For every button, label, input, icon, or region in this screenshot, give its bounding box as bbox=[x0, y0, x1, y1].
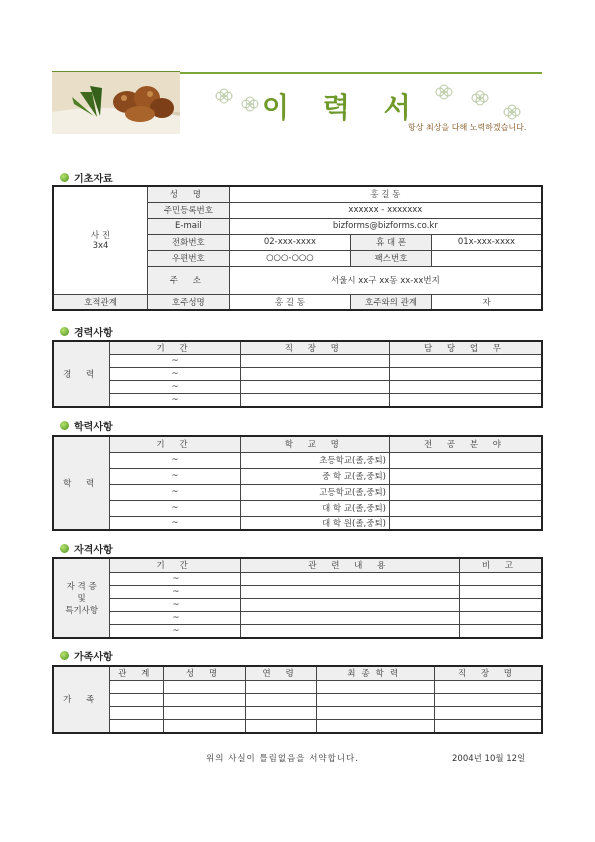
certs-note bbox=[459, 572, 542, 585]
certs-table bbox=[52, 557, 543, 639]
family-header-name: 성 명 bbox=[164, 666, 246, 680]
family-table bbox=[52, 665, 543, 734]
family-cell bbox=[164, 693, 246, 706]
career-row-label: 경 력 bbox=[53, 341, 110, 407]
email-label: E-mail bbox=[147, 218, 229, 234]
education-school: 중 학 교(졸,중퇴) bbox=[240, 468, 389, 484]
certs-note bbox=[459, 598, 542, 611]
education-school: 초등학교(졸,중퇴) bbox=[240, 452, 389, 468]
career-period: ~ bbox=[110, 394, 240, 408]
section-title-family: 가족사항 bbox=[60, 648, 113, 663]
basic-info-table bbox=[52, 185, 543, 311]
fax-value bbox=[431, 250, 542, 266]
family-cell bbox=[110, 693, 164, 706]
relation-label: 호적관계 bbox=[53, 294, 147, 310]
section-title-career: 경력사항 bbox=[60, 324, 113, 339]
page-title: 이 력 서 bbox=[262, 91, 423, 124]
certs-row-label: 자 격 증 및 특기사항 bbox=[53, 558, 110, 638]
section-title-certs: 자격사항 bbox=[60, 541, 113, 556]
career-company bbox=[240, 355, 389, 368]
career-header-duty: 담 당 업 무 bbox=[389, 341, 542, 355]
header-rule bbox=[180, 72, 542, 74]
education-school: 고등학교(졸,중퇴) bbox=[240, 484, 389, 500]
bullet-icon bbox=[60, 173, 69, 182]
certs-period: ~ bbox=[110, 611, 241, 624]
education-major bbox=[390, 500, 543, 516]
education-period: ~ bbox=[110, 468, 240, 484]
education-school: 대 학 원(졸,중퇴) bbox=[240, 516, 389, 530]
career-duty bbox=[389, 381, 542, 394]
education-header-school: 학 교 명 bbox=[240, 436, 389, 452]
family-cell bbox=[245, 719, 317, 733]
address-value: 서울시 xx구 xx동 xx-xx번지 bbox=[229, 266, 542, 294]
mobile-label: 휴 대 폰 bbox=[351, 234, 432, 250]
family-cell bbox=[164, 719, 246, 733]
head-relation-label: 호주와의 관계 bbox=[351, 294, 432, 310]
certs-content bbox=[240, 624, 459, 638]
education-major bbox=[390, 516, 543, 530]
family-cell bbox=[110, 719, 164, 733]
certs-header-period: 기 간 bbox=[110, 558, 241, 572]
family-header-relation: 관 계 bbox=[110, 666, 164, 680]
education-major bbox=[390, 484, 543, 500]
certs-content bbox=[240, 611, 459, 624]
bullet-icon bbox=[60, 651, 69, 660]
career-table bbox=[52, 340, 543, 408]
mobile-value: 01x-xxx-xxxx bbox=[431, 234, 542, 250]
family-header-workplace: 직 장 명 bbox=[434, 666, 542, 680]
flower-ornament-icon bbox=[212, 88, 236, 104]
certs-content bbox=[240, 598, 459, 611]
head-name-label: 호주성명 bbox=[147, 294, 229, 310]
certs-period: ~ bbox=[110, 598, 241, 611]
career-company bbox=[240, 368, 389, 381]
career-company bbox=[240, 394, 389, 408]
education-period: ~ bbox=[110, 516, 240, 530]
career-company bbox=[240, 381, 389, 394]
career-duty bbox=[389, 355, 542, 368]
education-major bbox=[390, 452, 543, 468]
certs-period: ~ bbox=[110, 572, 241, 585]
certs-period: ~ bbox=[110, 624, 241, 638]
footer-statement: 위의 사실이 틀림없음을 서약합니다. bbox=[206, 754, 359, 764]
family-cell bbox=[434, 706, 542, 719]
certs-period: ~ bbox=[110, 585, 241, 598]
email-value: bizforms@bizforms.co.kr bbox=[229, 218, 542, 234]
family-cell bbox=[434, 680, 542, 693]
family-cell bbox=[434, 719, 542, 733]
career-header-period: 기 간 bbox=[110, 341, 240, 355]
education-major bbox=[390, 468, 543, 484]
zip-label: 우편번호 bbox=[147, 250, 229, 266]
career-header-company: 직 장 명 bbox=[240, 341, 389, 355]
bullet-icon bbox=[60, 544, 69, 553]
career-period: ~ bbox=[110, 368, 240, 381]
header-food-photo bbox=[52, 72, 180, 134]
family-header-education: 최종학력 bbox=[317, 666, 434, 680]
family-cell bbox=[164, 680, 246, 693]
phone-value: 02-xxx-xxxx bbox=[229, 234, 350, 250]
flower-ornament-icon bbox=[468, 90, 492, 106]
education-school: 대 학 교(졸,중퇴) bbox=[240, 500, 389, 516]
section-title-education: 학력사항 bbox=[60, 418, 113, 433]
family-cell bbox=[245, 680, 317, 693]
career-duty bbox=[389, 368, 542, 381]
education-row-label: 학 력 bbox=[53, 436, 110, 530]
bullet-icon bbox=[60, 421, 69, 430]
flower-ornament-icon bbox=[500, 104, 524, 120]
career-period: ~ bbox=[110, 355, 240, 368]
head-name-value: 홍 길 동 bbox=[229, 294, 350, 310]
head-relation-value: 자 bbox=[431, 294, 542, 310]
certs-note bbox=[459, 611, 542, 624]
footer-date: 2004년 10월 12일 bbox=[452, 754, 526, 764]
family-cell bbox=[317, 693, 434, 706]
career-duty bbox=[389, 394, 542, 408]
certs-note bbox=[459, 585, 542, 598]
certs-note bbox=[459, 624, 542, 638]
flower-ornament-icon bbox=[238, 96, 262, 112]
fax-label: 팩스번호 bbox=[351, 250, 432, 266]
photo-cell: 사 진 3x4 bbox=[53, 186, 147, 294]
family-cell bbox=[164, 706, 246, 719]
family-cell bbox=[110, 706, 164, 719]
certs-content bbox=[240, 572, 459, 585]
education-period: ~ bbox=[110, 484, 240, 500]
id-value: xxxxxx - xxxxxxx bbox=[229, 202, 542, 218]
section-title-basic: 기초자료 bbox=[60, 170, 113, 185]
id-label: 주민등록번호 bbox=[147, 202, 229, 218]
education-period: ~ bbox=[110, 500, 240, 516]
flower-ornament-icon bbox=[432, 84, 456, 100]
career-period: ~ bbox=[110, 381, 240, 394]
family-cell bbox=[245, 706, 317, 719]
bullet-icon bbox=[60, 327, 69, 336]
certs-header-content: 관 련 내 용 bbox=[240, 558, 459, 572]
name-label: 성 명 bbox=[147, 186, 229, 202]
family-cell bbox=[317, 680, 434, 693]
certs-content bbox=[240, 585, 459, 598]
name-value: 홍 길 동 bbox=[229, 186, 542, 202]
education-header-period: 기 간 bbox=[110, 436, 240, 452]
certs-header-note: 비 고 bbox=[459, 558, 542, 572]
family-cell bbox=[434, 693, 542, 706]
address-label: 주 소 bbox=[147, 266, 229, 294]
family-row-label: 가 족 bbox=[53, 666, 110, 733]
header-slogan: 항상 최상을 다해 노력하겠습니다. bbox=[408, 123, 527, 132]
zip-value: ○○○-○○○ bbox=[229, 250, 350, 266]
education-table bbox=[52, 435, 543, 531]
family-cell bbox=[317, 706, 434, 719]
family-cell bbox=[245, 693, 317, 706]
phone-label: 전화번호 bbox=[147, 234, 229, 250]
family-cell bbox=[317, 719, 434, 733]
education-period: ~ bbox=[110, 452, 240, 468]
education-header-major: 전 공 분 야 bbox=[390, 436, 543, 452]
family-header-age: 연 령 bbox=[245, 666, 317, 680]
family-cell bbox=[110, 680, 164, 693]
